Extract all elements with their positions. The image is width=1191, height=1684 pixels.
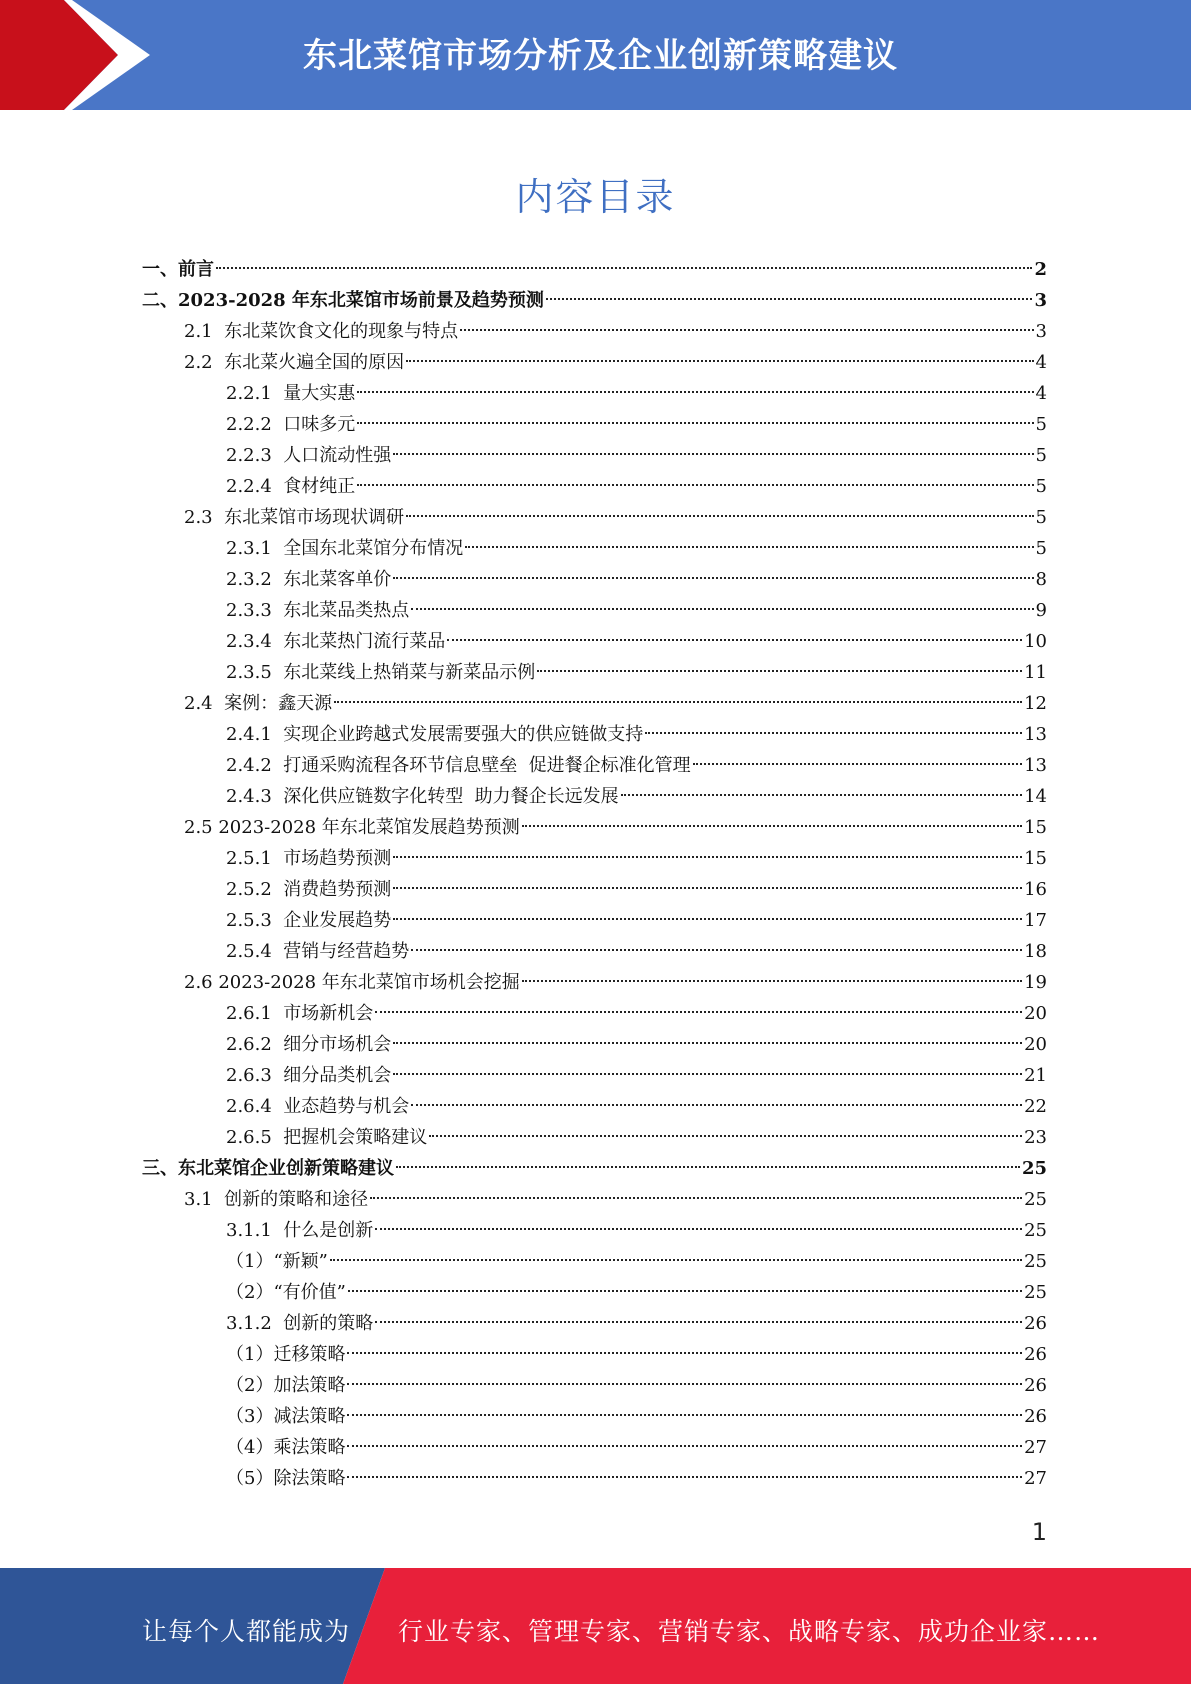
- toc-entry-label: （5）除法策略: [226, 1468, 346, 1489]
- toc-entry-page: 20: [1024, 1034, 1047, 1055]
- toc-entry[interactable]: [226, 905, 1047, 936]
- toc-entry-label: 2.5.4 营销与经营趋势: [226, 941, 410, 962]
- toc-entry[interactable]: [226, 471, 1047, 502]
- footer-slogan-right: 行业专家、管理专家、营销专家、战略专家、成功企业家……: [398, 1617, 1101, 1646]
- toc-entry-label: 2.3 东北菜馆市场现状调研: [184, 507, 405, 528]
- header-banner: [0, 0, 1191, 110]
- dot-leader: [411, 608, 1033, 610]
- toc-entry[interactable]: [226, 409, 1047, 440]
- toc-entry[interactable]: [226, 440, 1047, 471]
- toc-entry[interactable]: [226, 1060, 1047, 1091]
- toc-entry-page: 5: [1035, 507, 1047, 528]
- toc-entry-page: 3: [1035, 321, 1047, 342]
- toc-entry-page: 23: [1024, 1127, 1047, 1148]
- dot-leader: [393, 918, 1022, 920]
- toc-entry-page: 11: [1024, 662, 1047, 683]
- dot-leader: [330, 1259, 1022, 1261]
- toc-entry-label: 三、东北菜馆企业创新策略建议: [142, 1158, 394, 1179]
- toc-entry[interactable]: [226, 1029, 1047, 1060]
- dot-leader: [347, 1383, 1022, 1385]
- toc-entry-page: 5: [1035, 414, 1047, 435]
- dot-leader: [460, 329, 1033, 331]
- footer-banner: [0, 1568, 1191, 1684]
- toc-entry-label: 2.2.4 食材纯正: [226, 476, 356, 497]
- toc-entry-page: 22: [1024, 1096, 1047, 1117]
- toc-entry-label: 2.5.2 消费趋势预测: [226, 879, 392, 900]
- toc-entry[interactable]: [226, 533, 1047, 564]
- toc-entry-label: 2.2.2 口味多元: [226, 414, 356, 435]
- toc-entry[interactable]: [226, 1370, 1047, 1401]
- toc-entry[interactable]: [184, 347, 1047, 378]
- dot-leader: [645, 732, 1022, 734]
- toc-entry[interactable]: [226, 1308, 1047, 1339]
- toc-entry-label: 2.6.5 把握机会策略建议: [226, 1127, 428, 1148]
- toc-entry[interactable]: [142, 1153, 1047, 1184]
- dot-leader: [357, 422, 1033, 424]
- toc-entry-label: 2.4.1 实现企业跨越式发展需要强大的供应链做支持: [226, 724, 644, 745]
- toc-entry-page: 20: [1024, 1003, 1047, 1024]
- toc-entry-page: 17: [1024, 910, 1047, 931]
- toc-entry-label: 2.3.2 东北菜客单价: [226, 569, 392, 590]
- toc-entry[interactable]: [184, 316, 1047, 347]
- toc-entry-page: 25: [1024, 1282, 1047, 1303]
- dot-leader: [393, 453, 1033, 455]
- dot-leader: [375, 1321, 1022, 1323]
- toc-entry-label: 2.4.2 打通采购流程各环节信息壁垒 促进餐企标准化管理: [226, 755, 691, 776]
- toc-entry-page: 19: [1024, 972, 1047, 993]
- toc-entry-page: 25: [1024, 1189, 1047, 1210]
- toc-entry-page: 27: [1024, 1437, 1047, 1458]
- toc-entry[interactable]: [226, 998, 1047, 1029]
- toc-entry-page: 15: [1024, 817, 1047, 838]
- toc-entry-label: 2.5 2023-2028 年东北菜馆发展趋势预测: [184, 817, 520, 838]
- dot-leader: [334, 701, 1022, 703]
- toc-entry-label: （1）迁移策略: [226, 1344, 346, 1365]
- toc-entry-label: 2.5.1 市场趋势预测: [226, 848, 392, 869]
- dot-leader: [216, 267, 1032, 269]
- toc-entry-label: 2.6.3 细分品类机会: [226, 1065, 392, 1086]
- toc-entry-page: 2: [1034, 259, 1047, 280]
- toc-entry-page: 26: [1024, 1313, 1047, 1334]
- toc-entry-page: 14: [1024, 786, 1047, 807]
- toc-entry[interactable]: [226, 781, 1047, 812]
- dot-leader: [348, 1290, 1022, 1292]
- footer-slogan-left: 让每个人都能成为: [142, 1617, 351, 1646]
- toc-entry-label: 3.1.1 什么是创新: [226, 1220, 374, 1241]
- toc-entry-label: 2.2.3 人口流动性强: [226, 445, 392, 466]
- toc-entry-label: 2.2.1 量大实惠: [226, 383, 356, 404]
- dot-leader: [406, 360, 1033, 362]
- toc-entry-page: 18: [1024, 941, 1047, 962]
- toc-entry-page: 25: [1021, 1158, 1047, 1179]
- dot-leader: [447, 639, 1022, 641]
- toc-entry[interactable]: [184, 812, 1047, 843]
- dot-leader: [465, 546, 1033, 548]
- toc-entry-page: 21: [1024, 1065, 1047, 1086]
- dot-leader: [522, 980, 1022, 982]
- dot-leader: [347, 1352, 1022, 1354]
- toc-entry[interactable]: [184, 967, 1047, 998]
- dot-leader: [347, 1445, 1022, 1447]
- dot-leader: [393, 1073, 1022, 1075]
- dot-leader: [537, 670, 1022, 672]
- toc-entry-page: 5: [1035, 445, 1047, 466]
- dot-leader: [393, 1042, 1022, 1044]
- dot-leader: [347, 1476, 1022, 1478]
- toc-entry-page: 10: [1024, 631, 1047, 652]
- toc-entry-label: 2.1 东北菜饮食文化的现象与特点: [184, 321, 459, 342]
- toc-entry-label: 2.3.4 东北菜热门流行菜品: [226, 631, 446, 652]
- toc-entry-page: 9: [1035, 600, 1047, 621]
- toc-entry[interactable]: [226, 564, 1047, 595]
- toc-entry[interactable]: [184, 1184, 1047, 1215]
- dot-leader: [411, 949, 1022, 951]
- dot-leader: [522, 825, 1022, 827]
- toc-entry[interactable]: [226, 626, 1047, 657]
- dot-leader: [370, 1197, 1022, 1199]
- toc-entry[interactable]: [226, 1091, 1047, 1122]
- dot-leader: [411, 1104, 1022, 1106]
- toc-entry-page: 15: [1024, 848, 1047, 869]
- toc-entry[interactable]: [226, 1463, 1047, 1494]
- toc-entry-page: 5: [1035, 538, 1047, 559]
- toc-entry-label: 2.3.5 东北菜线上热销菜与新菜品示例: [226, 662, 536, 683]
- dot-leader: [347, 1414, 1022, 1416]
- toc-entry-label: 2.5.3 企业发展趋势: [226, 910, 392, 931]
- toc-entry[interactable]: [226, 719, 1047, 750]
- toc-entry-label: 3.1 创新的策略和途径: [184, 1189, 369, 1210]
- toc-entry[interactable]: [226, 1277, 1047, 1308]
- toc-entry-page: 4: [1035, 383, 1047, 404]
- toc-heading: 内容目录: [515, 175, 676, 219]
- toc-entry[interactable]: [226, 595, 1047, 626]
- toc-entry-label: 一、前言: [142, 259, 214, 280]
- toc-entry-label: 二、2023-2028 年东北菜馆市场前景及趋势预测: [142, 290, 544, 311]
- dot-leader: [693, 763, 1022, 765]
- toc-entry-label: （2）“有价值”: [226, 1282, 346, 1303]
- dot-leader: [429, 1135, 1022, 1137]
- page-number: 1: [1031, 1518, 1047, 1546]
- toc-entry[interactable]: [226, 874, 1047, 905]
- dot-leader: [375, 1011, 1022, 1013]
- toc-entry[interactable]: [226, 843, 1047, 874]
- toc-entry[interactable]: [184, 688, 1047, 719]
- toc-entry-page: 4: [1035, 352, 1047, 373]
- toc-entry-label: （2）加法策略: [226, 1375, 346, 1396]
- toc-entry-page: 26: [1024, 1344, 1047, 1365]
- toc-entry-page: 8: [1035, 569, 1047, 590]
- toc-entry-label: （1）“新颖”: [226, 1251, 328, 1272]
- toc-entry-label: 2.6.2 细分市场机会: [226, 1034, 392, 1055]
- toc-entry-label: 2.3.1 全国东北菜馆分布情况: [226, 538, 464, 559]
- dot-leader: [357, 391, 1033, 393]
- toc-entry-label: （3）减法策略: [226, 1406, 346, 1427]
- toc-entry[interactable]: [226, 1246, 1047, 1277]
- toc-entry-page: 12: [1024, 693, 1047, 714]
- dot-leader: [393, 887, 1022, 889]
- toc-entry-label: 2.4 案例：鑫天源: [184, 693, 333, 714]
- toc-entry-page: 5: [1035, 476, 1047, 497]
- toc-entry[interactable]: [184, 502, 1047, 533]
- toc-entry[interactable]: [226, 750, 1047, 781]
- toc-entry[interactable]: [226, 1215, 1047, 1246]
- toc-entry-label: 2.6.1 市场新机会: [226, 1003, 374, 1024]
- dot-leader: [546, 298, 1033, 300]
- dot-leader: [357, 484, 1033, 486]
- toc-entry-page: 25: [1024, 1220, 1047, 1241]
- dot-leader: [406, 515, 1033, 517]
- toc-entry[interactable]: [226, 1339, 1047, 1370]
- toc-entry[interactable]: [142, 254, 1047, 285]
- toc-entry-label: 2.6.4 业态趋势与机会: [226, 1096, 410, 1117]
- dot-leader: [393, 856, 1022, 858]
- toc-entry[interactable]: [226, 378, 1047, 409]
- toc-entry-page: 27: [1024, 1468, 1047, 1489]
- toc-entry-page: 3: [1034, 290, 1047, 311]
- toc-entry[interactable]: [226, 936, 1047, 967]
- toc-entry[interactable]: [142, 285, 1047, 316]
- dot-leader: [375, 1228, 1022, 1230]
- toc-entry-label: 2.3.3 东北菜品类热点: [226, 600, 410, 621]
- toc-entry-page: 26: [1024, 1406, 1047, 1427]
- dot-leader: [396, 1166, 1020, 1168]
- toc-entry-label: （4）乘法策略: [226, 1437, 346, 1458]
- document-title: 东北菜馆市场分析及企业创新策略建议: [303, 36, 898, 76]
- toc-entry[interactable]: [226, 1401, 1047, 1432]
- toc-entry-label: 3.1.2 创新的策略: [226, 1313, 374, 1334]
- toc-entry-page: 25: [1024, 1251, 1047, 1272]
- toc-entry[interactable]: [226, 657, 1047, 688]
- dot-leader: [393, 577, 1033, 579]
- dot-leader: [621, 794, 1022, 796]
- toc-entry[interactable]: [226, 1122, 1047, 1153]
- toc-entry-page: 13: [1024, 755, 1047, 776]
- toc-entry-label: 2.2 东北菜火遍全国的原因: [184, 352, 405, 373]
- toc-entry[interactable]: [226, 1432, 1047, 1463]
- toc-entry-label: 2.6 2023-2028 年东北菜馆市场机会挖掘: [184, 972, 520, 993]
- toc-entry-page: 16: [1024, 879, 1047, 900]
- toc-entry-page: 13: [1024, 724, 1047, 745]
- toc-entry-label: 2.4.3 深化供应链数字化转型 助力餐企长远发展: [226, 786, 619, 807]
- toc-entry-page: 26: [1024, 1375, 1047, 1396]
